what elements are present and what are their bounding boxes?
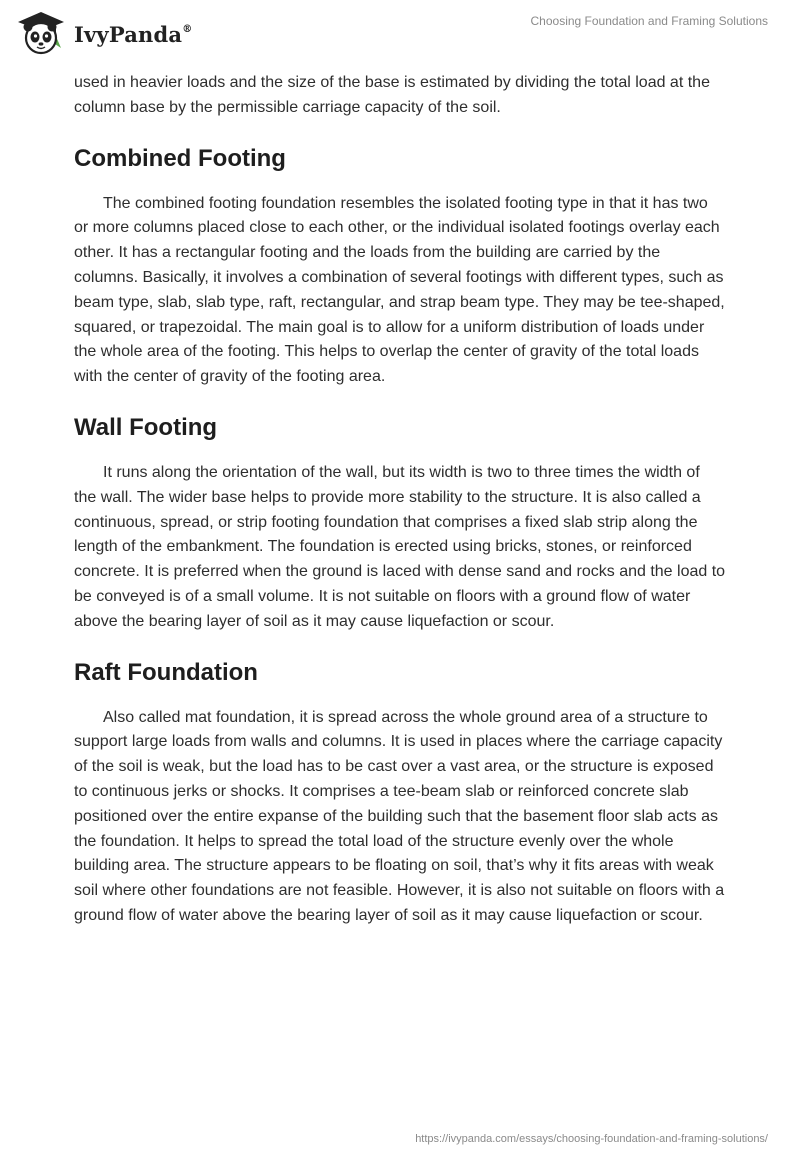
panda-icon (14, 8, 68, 56)
source-url-link[interactable]: https://ivypanda.com/essays/choosing-foundation-and-framing-solutions/ (415, 1133, 768, 1145)
section-heading-wall-footing: Wall Footing (74, 413, 218, 441)
section-paragraph-raft-foundation: Also called mat foundation, it is spread across the whole ground area of a structure to support large loads from walls and columns. It is used in places where the carriage capacity of the soil is weak, but the load has to be cast over a vast area, or the structure is exposed to continuous jerks or shocks. It comprises a tee-beam slab or reinforced concrete slab positioned over the entire expanse of the building such that the basement floor slab acts as the foundation. It helps to spread the total load of the structure evenly over the whole building area. The structure appears to be floating on soil, that’s why it fits areas with weak soil where other foundations are not feasible. However, it is also not suitable on floors with a ground flow of water above the bearing layer of soil as it may cause liquefaction or scour. (74, 708, 725, 924)
section-paragraph-combined-footing: The combined footing foundation resembles the isolated footing type in that it has two or more columns placed close to each other, or the individual isolated footings overlay each other. It has a rectangular footing and the loads from the building are carried by the columns. Basically, it involves a combination of several footings with different types, such as beam type, slab, slab type, raft, rectangular, and strap beam type. They may be tee-shaped, squared, or trapezoidal. The main goal is to allow for a uniform distribution of loads under the whole area of the footing. This helps to overlap the center of gravity of the total loads with the center of gravity of the footing area. (74, 194, 725, 386)
document-title: Choosing Foundation and Framing Solutions (530, 14, 768, 28)
ivypanda-logo[interactable] (14, 8, 192, 56)
section-heading-raft-foundation: Raft Foundation (74, 658, 258, 686)
logo-wordmark: IvyPanda® (74, 21, 193, 47)
essay-body (74, 71, 726, 929)
page-header (0, 0, 800, 64)
section-paragraph-wall-footing: It runs along the orientation of the wall, but its width is two to three times the width of the wall. The wider base helps to provide more stability to the structure. It is also called a continuous, spread, or strip footing foundation that comprises a fixed slab strip along the length of the embankment. The foundation is erected using bricks, stones, or reinforced concrete. It is preferred when the ground is laced with dense sand and rocks and the load to be conveyed is of a small volume. It is not suitable on floors with a ground flow of water above the bearing layer of soil as it may cause liquefaction or scour. (74, 463, 726, 630)
section-heading-combined-footing: Combined Footing (74, 144, 286, 172)
intro-paragraph: used in heavier loads and the size of the base is estimated by dividing the total load at the column base by the permissible carriage capacity of the soil. (74, 74, 710, 116)
